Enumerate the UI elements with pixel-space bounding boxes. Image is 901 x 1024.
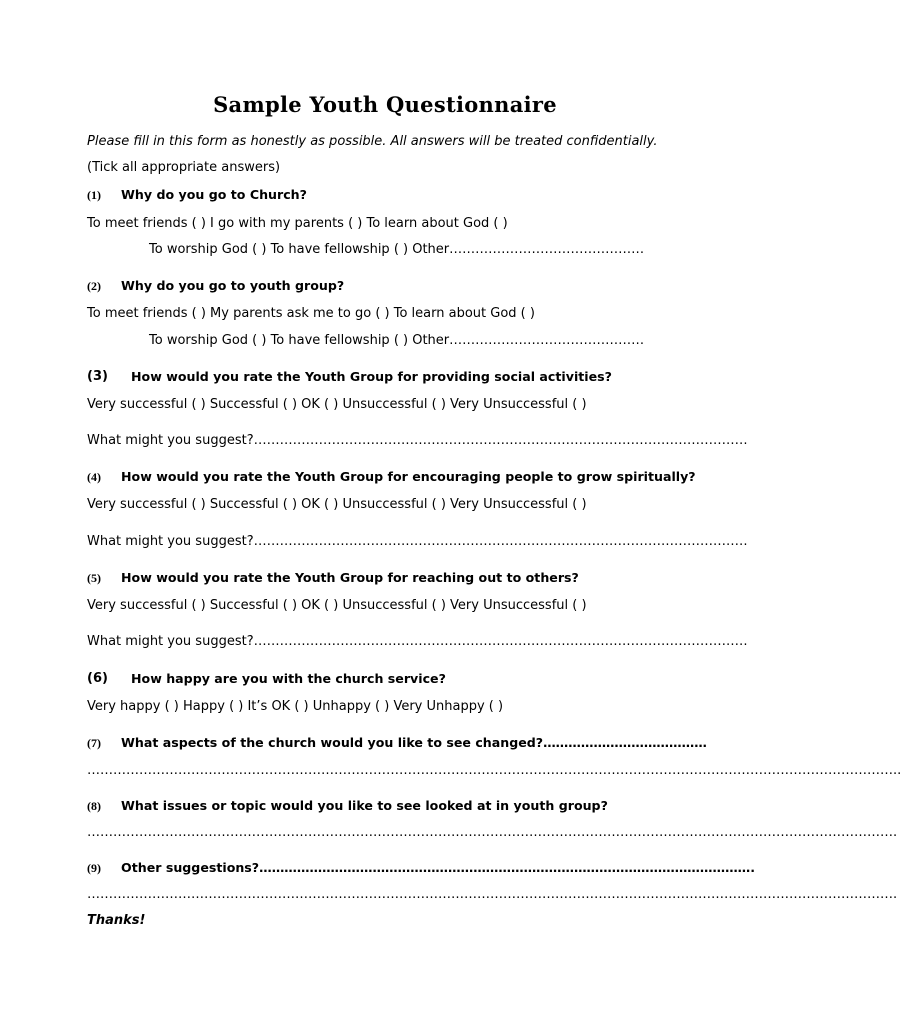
closing-thanks: Thanks! [87, 913, 146, 928]
q5-suggest-field[interactable]: What might you suggest?…………………………………………………………………………………………………… [87, 634, 748, 649]
q8-number: (8) [87, 799, 101, 813]
q9-answer-line[interactable]: ……………………………………………………………………………………………………………………………………………………………………. [87, 887, 898, 902]
q4-number: (4) [87, 470, 101, 484]
q1-options-line2[interactable]: To worship God ( ) To have fellowship ( ) Other……………………………………… [149, 242, 645, 257]
q8-answer-line[interactable]: ……………………………………………………………………………………………………………………………………………………………………. [87, 825, 898, 840]
q5-number: (5) [87, 571, 101, 585]
q9-number: (9) [87, 861, 101, 875]
q1-number: (1) [87, 188, 101, 202]
page-title: Sample Youth Questionnaire [213, 92, 557, 117]
q3-suggest-field[interactable]: What might you suggest?…………………………………………………………………………………………………… [87, 433, 748, 448]
q6-happiness-options[interactable]: Very happy ( ) Happy ( ) It’s OK ( ) Unhappy ( ) Very Unhappy ( ) [87, 699, 504, 714]
q8-text: What issues or topic would you like to see looked at in youth group? [121, 798, 608, 813]
instruction-text: (Tick all appropriate answers) [87, 160, 281, 175]
q3-rating-options[interactable]: Very successful ( ) Successful ( ) OK ( ) Unsuccessful ( ) Very Unsuccessful ( ) [87, 397, 587, 412]
q7-number: (7) [87, 736, 101, 750]
q4-text: How would you rate the Youth Group for encouraging people to grow spiritually? [121, 469, 696, 484]
q2-text: Why do you go to youth group? [121, 278, 345, 293]
q7-answer-line[interactable]: …………………………………………………………………………………………………………………………………………………………………….. [87, 763, 901, 778]
q6-number: (6) [87, 671, 108, 686]
q2-number: (2) [87, 279, 101, 293]
q2-options-line2[interactable]: To worship God ( ) To have fellowship ( ) Other……………………………………… [149, 333, 645, 348]
intro-text: Please fill in this form as honestly as possible. All answers will be treated confidentially. [87, 134, 658, 149]
q6-text: How happy are you with the church service? [131, 671, 446, 686]
q1-text: Why do you go to Church? [121, 187, 307, 202]
q2-options-line1[interactable]: To meet friends ( ) My parents ask me to go ( ) To learn about God ( ) [87, 306, 535, 321]
q5-text: How would you rate the Youth Group for reaching out to others? [121, 570, 579, 585]
q1-options-line1[interactable]: To meet friends ( ) I go with my parents ( ) To learn about God ( ) [87, 216, 508, 231]
q5-rating-options[interactable]: Very successful ( ) Successful ( ) OK ( ) Unsuccessful ( ) Very Unsuccessful ( ) [87, 598, 587, 613]
q7-text: What aspects of the church would you like to see changed?………………………………… [121, 735, 707, 750]
q4-rating-options[interactable]: Very successful ( ) Successful ( ) OK ( ) Unsuccessful ( ) Very Unsuccessful ( ) [87, 497, 587, 512]
q3-text: How would you rate the Youth Group for providing social activities? [131, 369, 612, 384]
q3-number: (3) [87, 369, 108, 384]
q4-suggest-field[interactable]: What might you suggest?…………………………………………………………………………………………………… [87, 534, 748, 549]
q9-text: Other suggestions?………………………………………………………………………………………………………. [121, 860, 756, 875]
